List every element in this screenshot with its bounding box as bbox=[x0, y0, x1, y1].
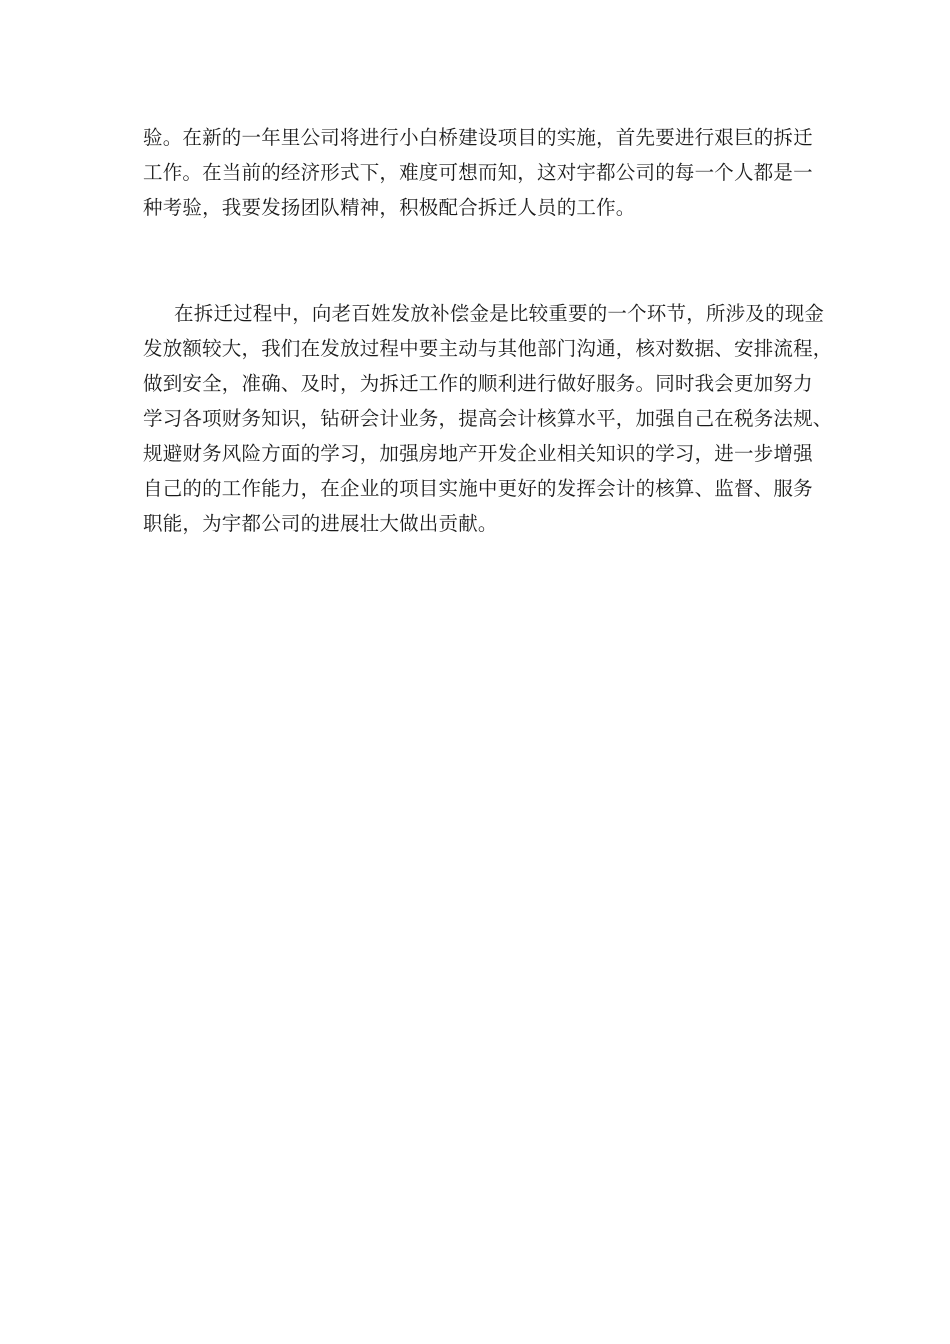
paragraph-line: 工作。在当前的经济形式下，难度可想而知，这对宇都公司的每一个人都是一 bbox=[143, 161, 813, 184]
paragraph-line: 职能，为宇都公司的进展壮大做出贡献。 bbox=[143, 512, 498, 535]
paragraph-line: 规避财务风险方面的学习，加强房地产开发企业相关知识的学习，进一步增强 bbox=[143, 442, 813, 465]
paragraph-line: 做到安全，准确、及时，为拆迁工作的顺利进行做好服务。同时我会更加努力 bbox=[143, 372, 813, 395]
paragraph-line: 学习各项财务知识，钻研会计业务，提高会计核算水平，加强自己在税务法规、 bbox=[143, 407, 833, 430]
paragraph-line: 验。在新的一年里公司将进行小白桥建设项目的实施，首先要进行艰巨的拆迁 bbox=[143, 126, 813, 149]
paragraph-line: 在拆迁过程中，向老百姓发放补偿金是比较重要的一个环节，所涉及的现金 bbox=[174, 302, 825, 325]
paragraph-line: 发放额较大，我们在发放过程中要主动与其他部门沟通，核对数据、安排流程， bbox=[143, 337, 833, 360]
paragraph-line: 自己的的工作能力，在企业的项目实施中更好的发挥会计的核算、监督、服务 bbox=[143, 477, 813, 500]
paragraph-line: 种考验，我要发扬团队精神，积极配合拆迁人员的工作。 bbox=[143, 196, 636, 219]
